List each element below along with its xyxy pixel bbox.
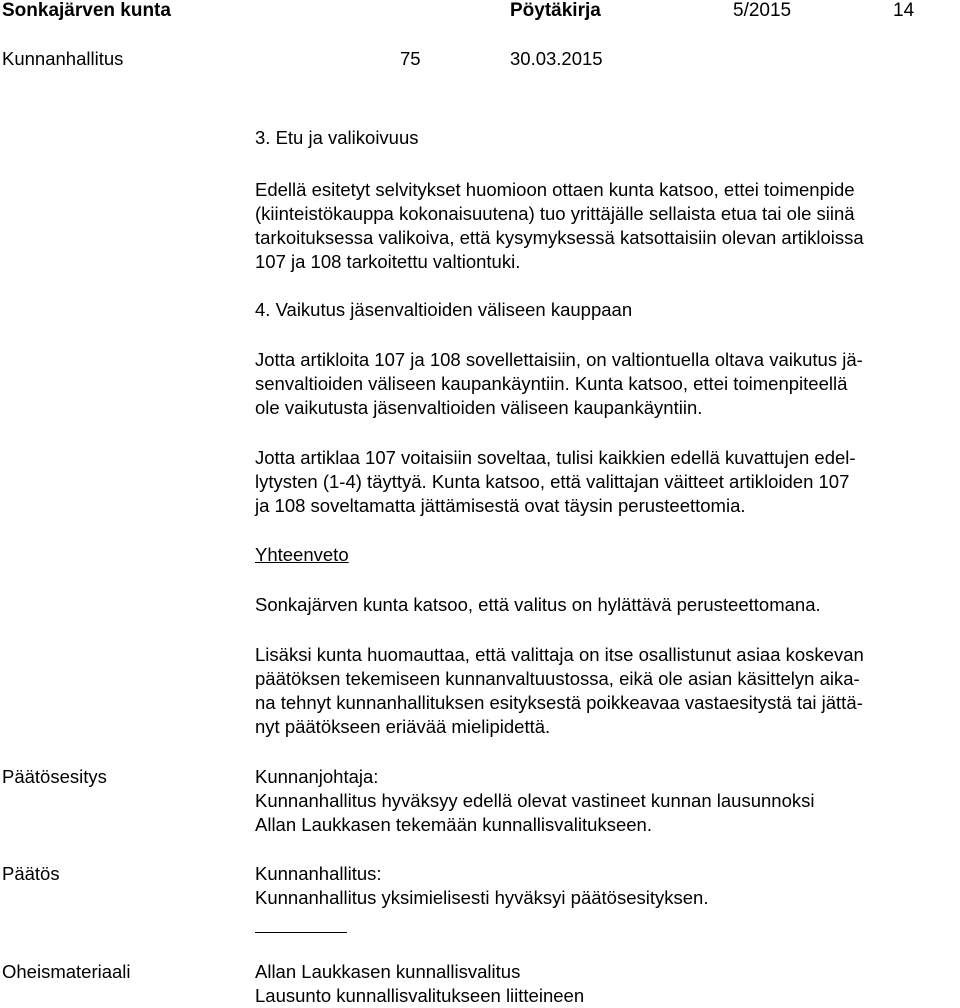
summary-para-2 [255,643,955,739]
document-type: Pöytäkirja [510,0,601,21]
meeting-date: 30.03.2015 [510,48,603,69]
summary-title: Yhteenveto [255,544,349,565]
meeting-body: Kunnanhallitus [2,48,124,69]
summary-para-1 [255,593,955,617]
text-line: ole vaikutusta jäsenvaltioiden väliseen kaupankäyntiin. [255,397,703,418]
section-3-body [255,178,955,274]
text-line: na tehnyt kunnanhallituksen esityksestä poikkeavaa vastaesitystä tai jättä- [255,692,863,713]
text-line: senvaltioiden väliseen kaupankäyntiin. Kunta katsoo, ettei toimenpiteellä [255,373,848,394]
text-line: Edellä esitetyt selvitykset huomioon ottaen kunta katsoo, ettei toimenpide [255,179,855,200]
text-line: Kunnanhallitus yksimielisesti hyväksyi päätösesityksen. [255,887,709,908]
summary-section [255,543,955,567]
municipality-name: Sonkajärven kunta [2,0,171,21]
decision-body [255,862,955,910]
proposal-body [255,765,955,837]
section-3 [255,126,955,150]
attachment-item: Allan Laukkasen kunnallisvalitus [255,961,521,982]
attachment-item: Lausunto kunnallisvalitukseen liitteineen [255,985,585,1006]
separator-rule [255,932,347,933]
text-line: 107 ja 108 tarkoitettu valtiontuki. [255,251,521,272]
text-line: ja 108 soveltamatta jättämisestä ovat täysin perusteettomia. [255,495,746,516]
attachments-label: Oheismateriaali [2,961,131,982]
section-4-title: 4. Vaikutus jäsenvaltioiden väliseen kauppaan [255,299,633,320]
text-line: päätöksen tekemiseen kunnanvaltuustossa, eikä ole asian käsittelyn aika- [255,668,860,689]
decision-label: Päätös [2,863,60,884]
proposal-label: Päätösesitys [2,766,107,787]
document-number: 5/2015 [733,0,792,21]
text-line: Kunnanjohtaja: [255,766,379,787]
text-line: nyt päätökseen eriävää mielipidettä. [255,716,551,737]
text-line: lytysten (1-4) täyttyä. Kunta katsoo, että valittajan väitteet artikloiden 107 [255,471,850,492]
attachments-body [255,960,955,1008]
page-number: 14 [893,0,915,21]
text-line: Kunnanhallitus hyväksyy edellä olevat vastineet kunnan lausunnoksi [255,790,815,811]
text-line: Kunnanhallitus: [255,863,382,884]
section-4-para-2 [255,446,955,518]
text-line: tarkoituksessa valikoiva, että kysymyksessä katsottaisiin olevan artikloissa [255,227,864,248]
section-4 [255,298,955,322]
text-line: Lisäksi kunta huomauttaa, että valittaja on itse osallistunut asiaa koskevan [255,644,864,665]
text-line: Jotta artikloita 107 ja 108 sovellettaisiin, on valtiontuella oltava vaikutus jä- [255,349,863,370]
section-3-title: 3. Etu ja valikoivuus [255,127,419,148]
text-line: (kiinteistökauppa kokonaisuutena) tuo yrittäjälle sellaista etua tai ole siinä [255,203,855,224]
text-line: Jotta artiklaa 107 voitaisiin soveltaa, tulisi kaikkien edellä kuvattujen edel- [255,447,856,468]
section-number: 75 [400,48,421,69]
text-line: Allan Laukkasen tekemään kunnallisvalitukseen. [255,814,652,835]
section-4-para-1 [255,348,955,420]
text-line: Sonkajärven kunta katsoo, että valitus on hylättävä perusteettomana. [255,594,821,615]
